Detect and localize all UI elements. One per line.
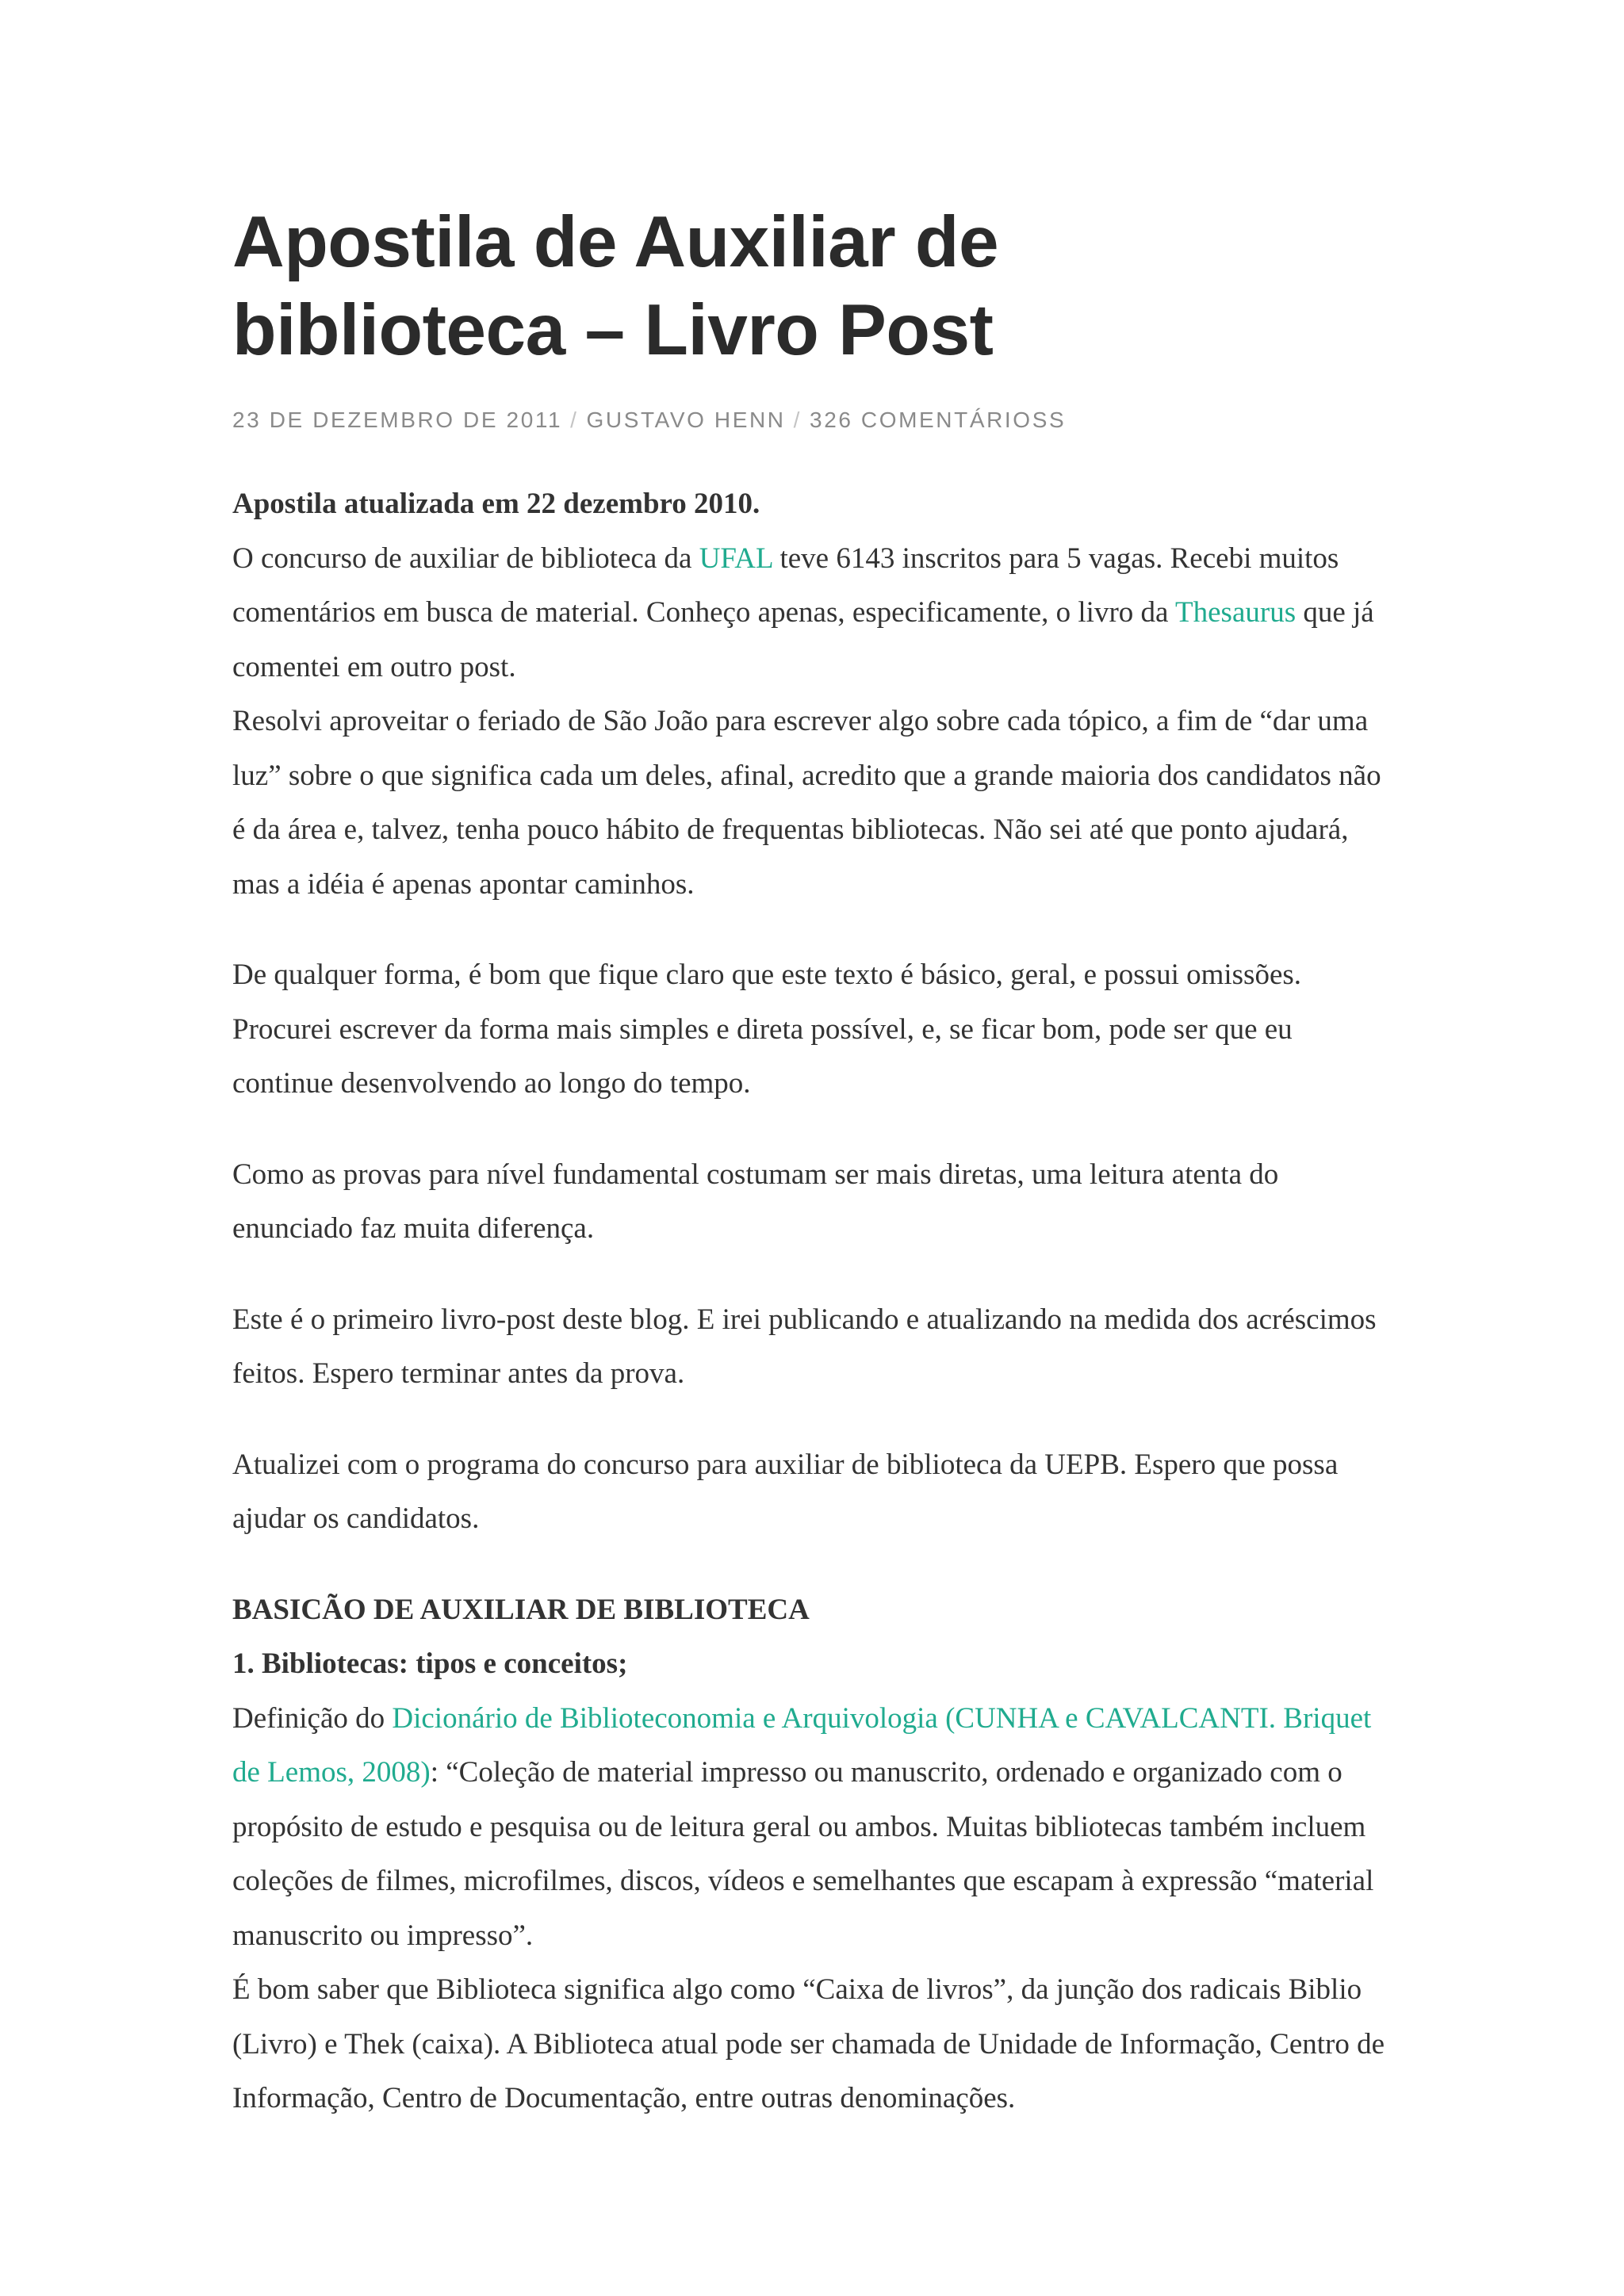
paragraph-etimologia: É bom saber que Biblioteca significa algo como “Caixa de livros”, da junção dos radicais Biblio (Livro) e Thek (caixa). A Biblioteca atual pode ser chamada de Unidade de Informação, Centro de Informação, Centro de Documentação, entre outras denominações. [232,1973,1385,2114]
article [232,198,1398,2126]
paragraph-livro-post: Este é o primeiro livro-post deste blog. E irei publicando e atualizando na medida dos acréscimos feitos. Espero terminar antes da prova. [232,1303,1377,1390]
section-heading: BASICÃO DE AUXILIAR DE BIBLIOTECA [232,1593,810,1626]
paragraph-provas: Como as provas para nível fundamental costumam ser mais diretas, uma leitura atenta do enunciado faz muita diferença. [232,1158,1279,1245]
article-title-line-1: Apostila de Auxiliar de [232,202,999,282]
post-author-link[interactable]: GUSTAVO HENN [586,408,786,432]
meta-separator: / [793,408,802,432]
post-date: 23 DE DEZEMBRO DE 2011 [232,408,563,432]
comments-count-link[interactable]: 326 COMENTÁRIOSS [810,408,1067,432]
paragraph-intro: O concurso de auxiliar de biblioteca da UFAL teve 6143 inscritos para 5 vagas. Recebi muitos comentários em busca de material. Conheço apenas, especificamente, o livro da Thesaurus que já comentei em outro post. [232,541,1374,683]
updated-note: Apostila atualizada em 22 dezembro 2010. [232,488,760,520]
article-meta [232,408,1398,433]
subsection-heading: 1. Bibliotecas: tipos e conceitos; [232,1647,628,1680]
paragraph-feriado: Resolvi aproveitar o feriado de São João para escrever algo sobre cada tópico, a fim de “dar uma luz” sobre o que significa cada um deles, afinal, acredito que a grande maioria dos candidatos não é da área e, talvez, tenha pouco hábito de frequentas bibliotecas. Não sei até que ponto ajudará, mas a idéia é apenas apontar caminhos. [232,705,1381,901]
paragraph-disclaimer: De qualquer forma, é bom que fique claro que este texto é básico, geral, e possui omissões. Procurei escrever da forma mais simples e direta possível, e, se ficar bom, pode ser que eu continue desenvolvendo ao longo do tempo. [232,959,1302,1100]
article-title [232,198,1398,374]
article-body [232,477,1398,2126]
dicionario-link[interactable]: Dicionário de Biblioteconomia e Arquivologia (CUNHA e CAVALCANTI. Briquet de Lemos, 2008) [232,1701,1372,1789]
paragraph-uepb: Atualizei com o programa do concurso para auxiliar de biblioteca da UEPB. Espero que possa ajudar os candidatos. [232,1448,1339,1535]
article-title-line-2: biblioteca – Livro Post [232,290,994,370]
ufal-link[interactable]: UFAL [699,541,773,575]
paragraph-definicao: Definição do Dicionário de Biblioteconomia e Arquivologia (CUNHA e CAVALCANTI. Briquet de Lemos, 2008): “Coleção de material impresso ou manuscrito, ordenado e organizado com o propósito de estudo e pesquisa ou de leitura geral ou ambos. Muitas bibliotecas também incluem coleções de filmes, microfilmes, discos, vídeos e semelhantes que escapam à expressão “material manuscrito ou impresso”. [232,1701,1374,1952]
thesaurus-link[interactable]: Thesaurus [1175,596,1297,629]
meta-separator: / [570,408,579,432]
